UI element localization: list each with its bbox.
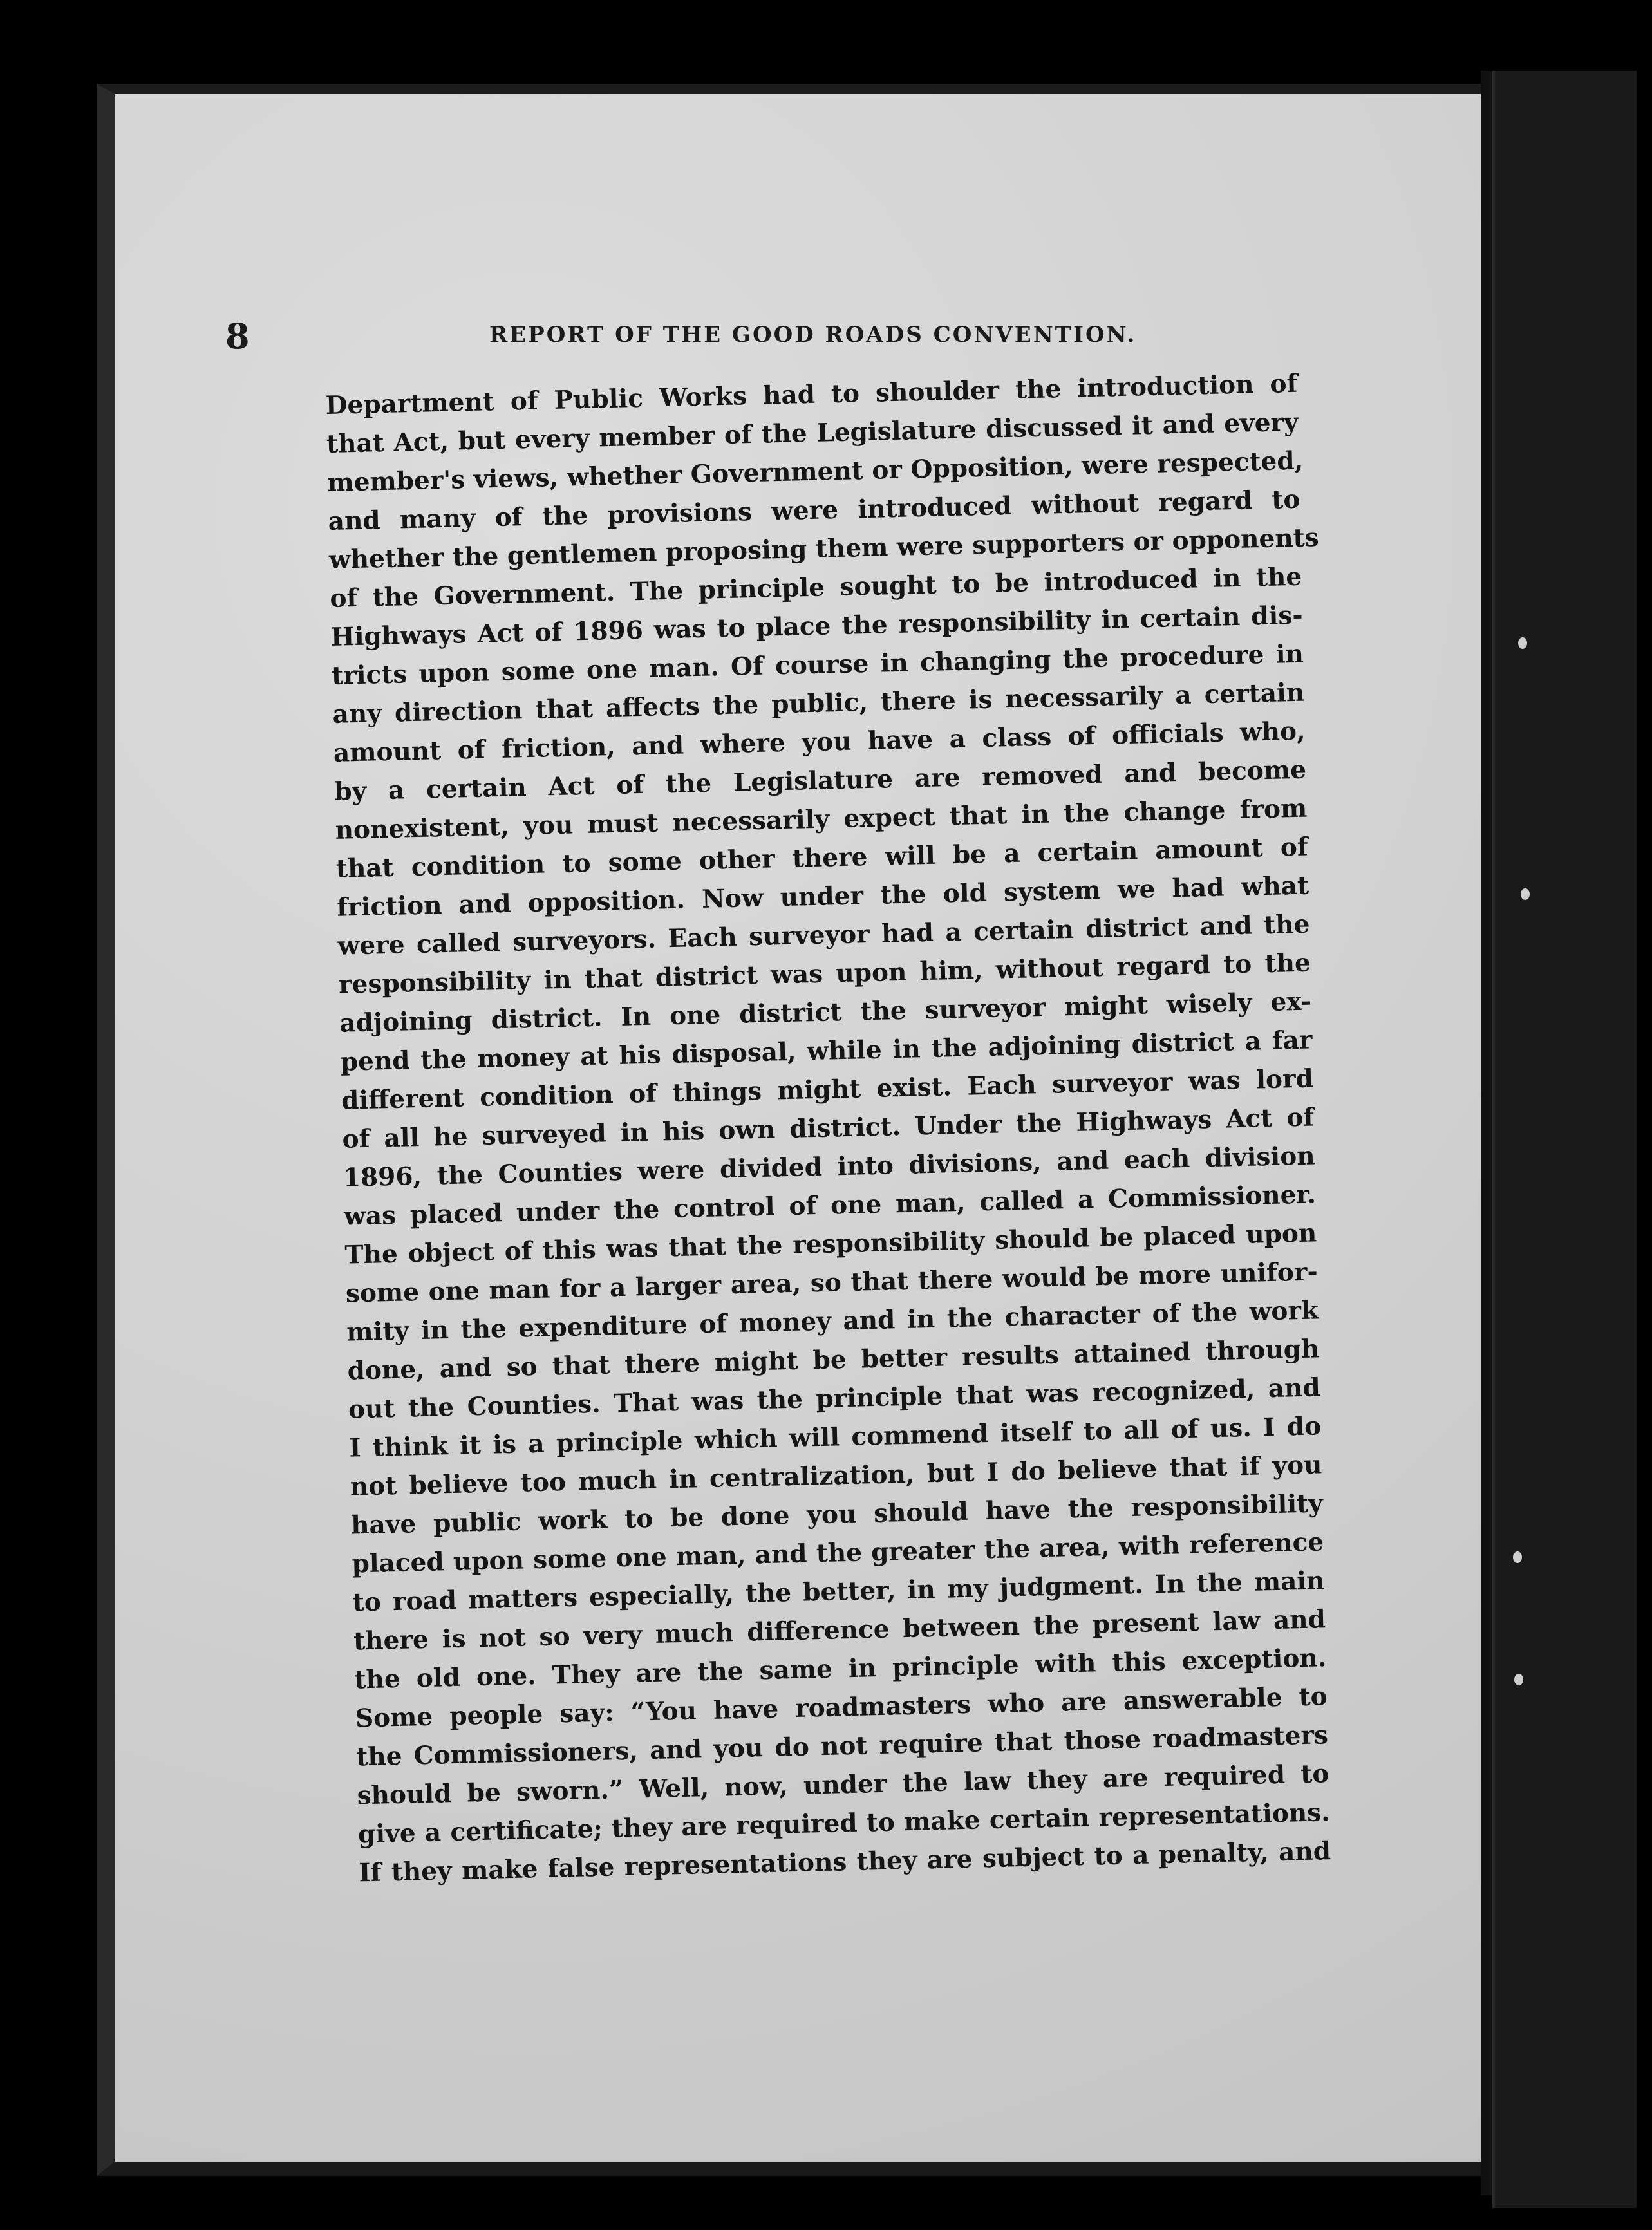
text-line: 1896, the Counties were divided into divisions, and each division: [343, 1141, 1316, 1193]
text-line: tricts upon some one man. Of course in changing the procedure in: [331, 639, 1304, 691]
text-line: should be sworn.” Well, now, under the law they are required to: [357, 1759, 1329, 1811]
text-line: placed upon some one man, and the greater the area, with reference: [351, 1527, 1324, 1579]
text-line: nonexistent, you must necessarily expect that in the change from: [335, 793, 1308, 845]
text-line: have public work to be done you should have the responsibility: [350, 1488, 1324, 1541]
scan-speck: [1514, 1674, 1523, 1685]
scan-speck: [1521, 888, 1530, 900]
text-line: of all he surveyed in his own district. Under the Highways Act of: [342, 1102, 1315, 1154]
text-line: that condition to some other there will be a certain amount of: [335, 832, 1309, 884]
scan-speck: [1513, 1551, 1522, 1563]
text-line: done, and so that there might be better results attained through: [347, 1334, 1320, 1386]
text-line: there is not so very much difference between the present law and: [353, 1604, 1326, 1656]
text-line: were called surveyors. Each surveyor had a certain district and the: [337, 909, 1310, 961]
text-line: give a certificate; they are required to make certain representations.: [357, 1797, 1331, 1850]
page-number: 8: [225, 315, 250, 357]
text-line: of the Government. The principle sought to be introduced in the: [329, 561, 1302, 614]
text-line: the Commissioners, and you do not require that those roadmasters: [355, 1720, 1329, 1772]
text-line: mity in the expenditure of money and in the character of the work: [346, 1295, 1319, 1347]
text-line: member's views, whether Government or Opposition, were respected,: [326, 445, 1304, 498]
text-line: amount of friction, and where you have a class of officials who,: [333, 716, 1306, 768]
text-line: whether the gentlemen proposing them were supporters or opponents: [328, 523, 1320, 575]
text-line: to road matters especially, the better, in my judgment. In the main: [352, 1566, 1326, 1618]
text-line: adjoining district. In one district the surveyor might wisely ex-: [339, 986, 1312, 1038]
text-line: was placed under the control of one man, called a Commissioner.: [343, 1179, 1317, 1232]
page-header: [225, 315, 1320, 367]
text-line: Department of Public Works had to shoulder the introduction of: [325, 368, 1298, 420]
text-line: not believe too much in centralization, but I do believe that if you: [350, 1450, 1322, 1502]
text-line: responsibility in that district was upon him, without regard to the: [338, 948, 1311, 1000]
text-line: Some people say: “You have roadmasters who are answerable to: [355, 1682, 1328, 1734]
text-line: out the Counties. That was the principle that was recognized, and: [348, 1373, 1321, 1425]
text-line: that Act, but every member of the Legislature discussed it and every: [326, 407, 1299, 459]
scan-speck: [1518, 637, 1527, 649]
text-line: If they make false representations they are subject to a penalty, and: [358, 1836, 1331, 1888]
page-edge: [1481, 71, 1492, 2195]
text-line: The object of this was that the responsibility should be placed upon: [344, 1218, 1317, 1270]
adjacent-page-edge: [1492, 71, 1637, 2208]
body-text: [325, 364, 1331, 1893]
text-line: pend the money at his disposal, while in the adjoining district a far: [340, 1025, 1313, 1077]
text-line: different condition of things might exist. Each surveyor was lord: [341, 1063, 1314, 1116]
text-line: by a certain Act of the Legislature are removed and become: [333, 754, 1307, 807]
running-head: REPORT OF THE GOOD ROADS CONVENTION.: [489, 322, 1137, 348]
text-line: Highways Act of 1896 was to place the responsibility in certain dis-: [330, 600, 1303, 652]
text-line: some one man for a larger area, so that there would be more unifor-: [345, 1257, 1319, 1309]
text-line: any direction that affects the public, there is necessarily a certain: [332, 677, 1305, 729]
text-line: friction and opposition. Now under the old system we had what: [336, 870, 1309, 923]
text-line: the old one. They are the same in principle with this exception.: [354, 1643, 1327, 1695]
text-line: and many of the provisions were introduced without regard to: [328, 484, 1300, 536]
text-line: I think it is a principle which will commend itself to all of us. I do: [348, 1411, 1322, 1463]
